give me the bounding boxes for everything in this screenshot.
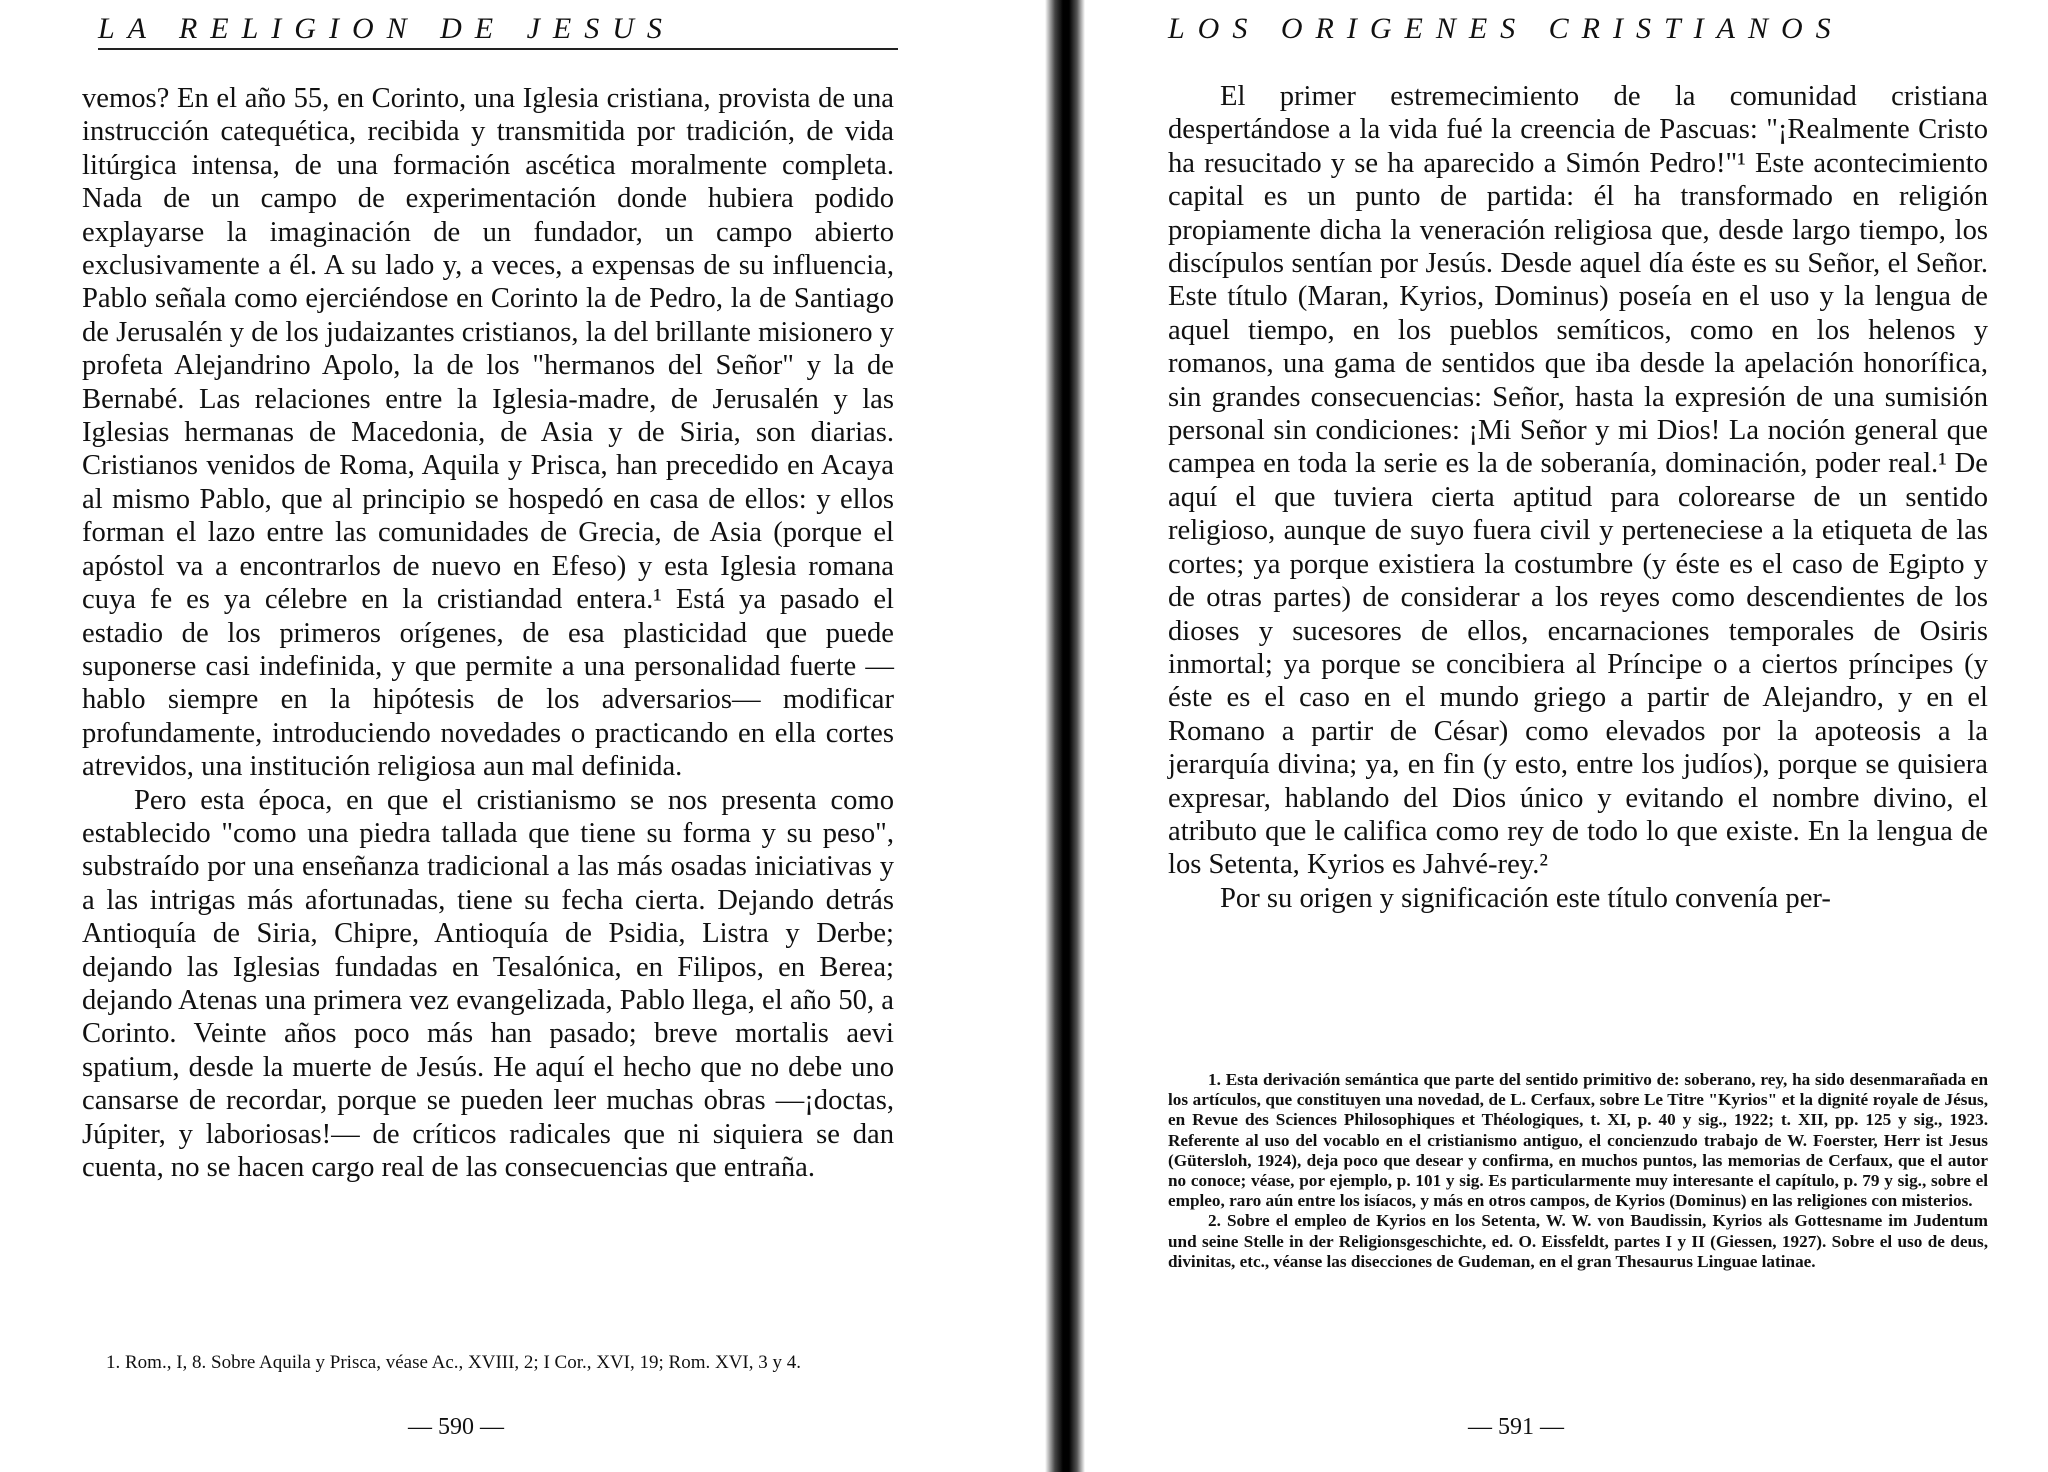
running-head-right: LOS ORIGENES CRISTIANOS [1168, 12, 1844, 45]
body-text-right [1168, 80, 1988, 915]
right-page [1100, 0, 2048, 1472]
paragraph: vemos? En el año 55, en Corinto, una Iglesia cristiana, provista de una instrucción catequética, recibida y transmitida por tradición, de vida litúrgica intensa, de una formación ascética moralmente completa. Nada de un campo de experimentación donde hubiera podido explayarse la imaginación de un fundador, un campo abierto exclusivamente a él. A su lado y, a veces, a expensas de su influencia, Pablo señala como ejerciéndose en Corinto la de Pedro, la de Santiago de Jerusalén y de los judaizantes cristianos, la del brillante misionero y profeta Alejandrino Apolo, la de los "hermanos del Señor" y la de Bernabé. Las relaciones entre la Iglesia-madre, de Jerusalén y las Iglesias hermanas de Macedonia, de Asia y de Siria, son diarias. Cristianos venidos de Roma, Aquila y Prisca, han precedido en Acaya al mismo Pablo, que al principio se hospedó en casa de ellos: y ellos forman el lazo entre las comunidades de Grecia, de Asia (porque el apóstol va a encontrarlos de nuevo en Efeso) y esta Iglesia romana cuya fe es ya célebre en la cristiandad entera.¹ Está ya pasado el estadio de los primeros orígenes, de esa plasticidad que puede suponerse casi indefinida, y que permite a una personalidad fuerte —hablo siempre en la hipótesis de los adversarios— modificar profundamente, introduciendo novedades o practicando en ella cortes atrevidos, una institución religiosa aun mal definida. [82, 83, 894, 783]
paragraph: Pero esta época, en que el cristianismo se nos presenta como establecido "como una piedra tallada que tiene su forma y su peso", substraído por una enseñanza tradicional a las más osadas iniciativas y a las intrigas más afortunadas, tiene su fecha cierta. Dejando detrás Antioquía de Siria, Chipre, Antioquía de Psidia, Listra y Derbe; dejando las Iglesias fundadas en Tesalónica, en Filipos, en Berea; dejando Atenas una primera vez evangelizada, Pablo llega, el año 50, a Corinto. Veinte años poco más han pasado; breve mortalis aevi spatium, desde la muerte de Jesús. He aquí el hecho que no debe uno cansarse de recordar, porque se pueden leer muchas obras —¡doctas, Júpiter, y laboriosas!— de críticos radicales que ni siquiera se dan cuenta, no se hacen cargo real de las consecuencias que entraña. [82, 784, 894, 1183]
footnotes-left [66, 1352, 886, 1373]
paragraph: El primer estremecimiento de la comunidad cristiana despertándose a la vida fué la creencia de Pascuas: "¡Realmente Cristo ha resucitado y se ha aparecido a Simón Pedro!"¹ Este acontecimiento capital es un punto de partida: él ha transformado en religión propiamente dicha la veneración religiosa que, desde largo tiempo, los discípulos sentían por Jesús. Desde aquel día éste es su Señor, el Señor. Este título (Maran, Kyrios, Dominus) poseía en el uso y la lengua de aquel tiempo, en los pueblos semíticos, como en los helenos y romanos, una gama de sentidos que iba desde la apelación honorífica, sin grandes consecuencias: Señor, hasta la expresión de una sumisión personal sin condiciones: ¡Mi Señor y mi Dios! La noción general que campea en toda la serie es la de soberanía, dominación, poder real.¹ De aquí el que tuviera cierta aptitud para colorearse de un sentido religioso, aunque de suyo fuera civil y perteneciese a la etiqueta de las cortes; ya porque existiera la costumbre (y éste es el caso de Egipto y de otras partes) de considerar a los reyes como descendientes de los dioses y sucesores de ellos, encarnaciones temporales de Osiris inmortal; ya porque se concibiera al Príncipe o a ciertos príncipes (y éste es el caso en el mundo griego a partir de Alejandro, y en el Romano a partir de César) como elevados por la apoteosis a la jerarquía divina; ya, en fin (y esto, entre los judíos), porque se quisiera expresar, hablando del Dios único y evitando el nombre divino, el atributo que le califica como rey de todo lo que existe. En la lengua de los Setenta, Kyrios es Jahvé-rey.² [1168, 81, 1988, 881]
body-text-left [82, 82, 894, 1184]
book-gutter [1045, 0, 1085, 1472]
page-number-left: — 590 — [408, 1414, 504, 1440]
left-page [0, 0, 1000, 1472]
paragraph: Por su origen y significación este título convenía per- [1220, 882, 1831, 914]
page-number-right: — 591 — [1468, 1414, 1564, 1440]
footnotes-right [1168, 1070, 1988, 1272]
footnote: 1. Rom., I, 8. Sobre Aquila y Prisca, véase Ac., XVIII, 2; I Cor., XVI, 19; Rom. XVI, 3 y 4. [106, 1352, 802, 1373]
footnote: 1. Esta derivación semántica que parte del sentido primitivo de: soberano, rey, ha sido desenmarañada en los artículos, que constituyen una novedad, de L. Cerfaux, sobre Le Titre "Kyrios" et la dignité royale de Jésus, en Revue des Sciences Philosophiques et Théologiques, t. XI, p. 40 y sig., 1922; t. XII, pp. 125 y sig., 1923. Referente al uso del vocablo en el cristianismo antiguo, el concienzudo trabajo de W. Foerster, Herr ist Jesus (Gütersloh, 1924), deja poco que desear y confirma, en muchos puntos, las memorias de Cerfaux, que el autor no conoce; véase, por ejemplo, p. 101 y sig. Es particularmente muy interesante el capítulo, p. 79 y sig., sobre el empleo, raro aún entre los isíacos, y más en otros campos, de Kyrios (Dominus) en las religiones con misterios. [1168, 1070, 1988, 1211]
running-head-left: LA RELIGION DE JESUS [98, 12, 898, 50]
footnote: 2. Sobre el empleo de Kyrios en los Setenta, W. W. von Baudissin, Kyrios als Gottesname im Judentum und seine Stelle in der Religionsgeschichte, ed. O. Eissfeldt, partes I y II (Giessen, 1927). Sobre el uso de deus, divinitas, etc., véanse las disecciones de Gudeman, en el gran Thesaurus Linguae latinae. [1168, 1211, 1988, 1271]
